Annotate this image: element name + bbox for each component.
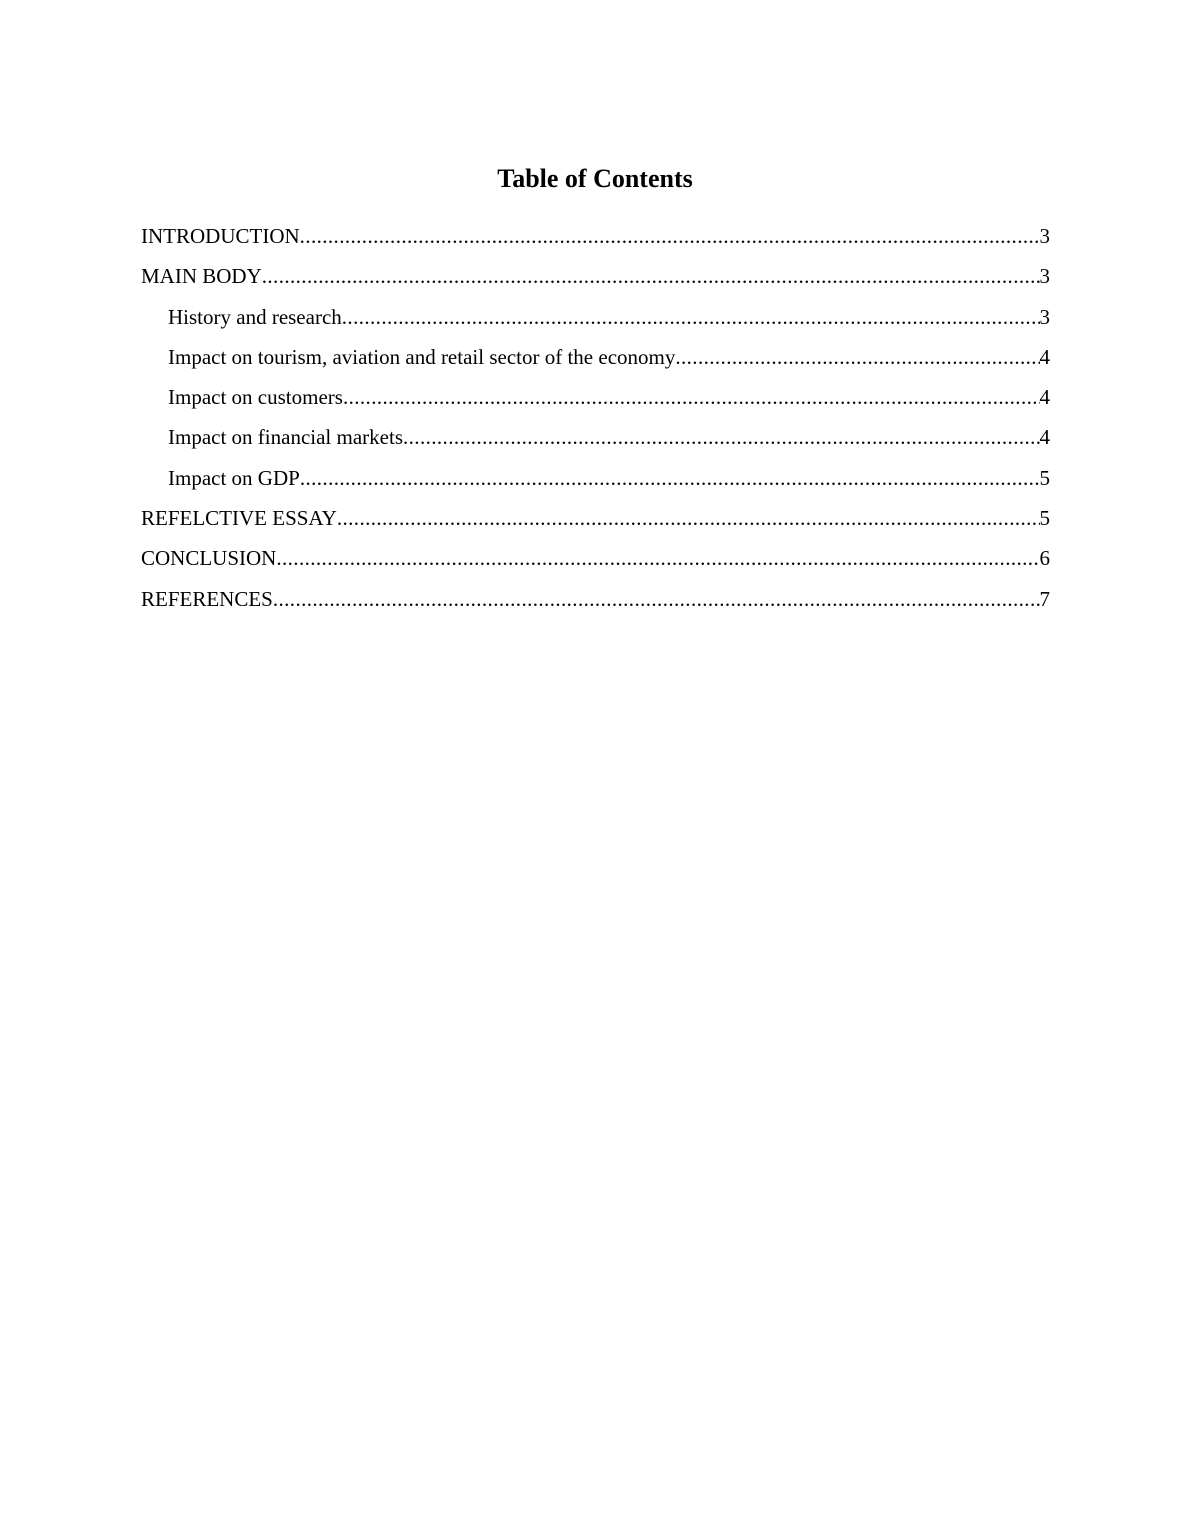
toc-page-number: 7 bbox=[1039, 586, 1050, 611]
toc-entry-impact-on-customers[interactable] bbox=[141, 381, 1050, 421]
toc-entry-label: REFELCTIVE ESSAY bbox=[141, 506, 337, 531]
toc-entry-impact-on-gdp[interactable] bbox=[141, 462, 1050, 502]
toc-entry-label: Impact on financial markets bbox=[168, 425, 403, 450]
toc-entry-label: Impact on tourism, aviation and retail sector of the economy bbox=[168, 344, 676, 369]
toc-page-number: 3 bbox=[1039, 224, 1050, 248]
toc-dot-leader bbox=[300, 220, 1040, 252]
toc-entry-label: Impact on customers bbox=[168, 385, 343, 410]
toc-dot-leader bbox=[300, 462, 1040, 494]
toc-dot-leader bbox=[343, 381, 1040, 413]
toc-dot-leader bbox=[675, 341, 1039, 373]
toc-page-number: 4 bbox=[1039, 385, 1050, 410]
toc-entry-introduction[interactable] bbox=[141, 220, 1050, 260]
toc-page-number: 4 bbox=[1039, 344, 1050, 369]
toc-page-number: 3 bbox=[1039, 304, 1050, 329]
toc-page-number: 3 bbox=[1039, 264, 1050, 289]
toc-entry-label: CONCLUSION bbox=[141, 546, 277, 571]
toc-entry-impact-on-tourism[interactable] bbox=[141, 341, 1050, 381]
toc-entry-main-body[interactable] bbox=[141, 260, 1050, 300]
toc-entry-label: History and research bbox=[168, 304, 342, 329]
toc-dot-leader bbox=[276, 542, 1039, 574]
toc-dot-leader bbox=[273, 583, 1040, 615]
toc-dot-leader bbox=[262, 260, 1040, 292]
toc-page-number: 5 bbox=[1039, 465, 1050, 490]
toc-dot-leader bbox=[403, 421, 1040, 453]
toc-page-number: 6 bbox=[1039, 546, 1050, 571]
toc-entry-label: Impact on GDP bbox=[168, 465, 300, 490]
table-of-contents bbox=[141, 220, 1050, 623]
toc-entry-reflective-essay[interactable] bbox=[141, 502, 1050, 542]
toc-entry-label: MAIN BODY bbox=[141, 264, 262, 289]
toc-entry-label: REFERENCES bbox=[141, 586, 273, 611]
toc-page-number: 5 bbox=[1039, 506, 1050, 531]
toc-page-number: 4 bbox=[1039, 425, 1050, 450]
toc-dot-leader bbox=[337, 502, 1040, 534]
toc-title: Table of Contents bbox=[497, 164, 693, 193]
toc-entry-label: INTRODUCTION bbox=[141, 224, 300, 248]
toc-entry-conclusion[interactable] bbox=[141, 542, 1050, 582]
toc-entry-history-and-research[interactable] bbox=[141, 301, 1050, 341]
toc-entry-references[interactable] bbox=[141, 583, 1050, 623]
toc-entry-impact-on-financial-markets[interactable] bbox=[141, 421, 1050, 461]
toc-dot-leader bbox=[342, 301, 1040, 333]
